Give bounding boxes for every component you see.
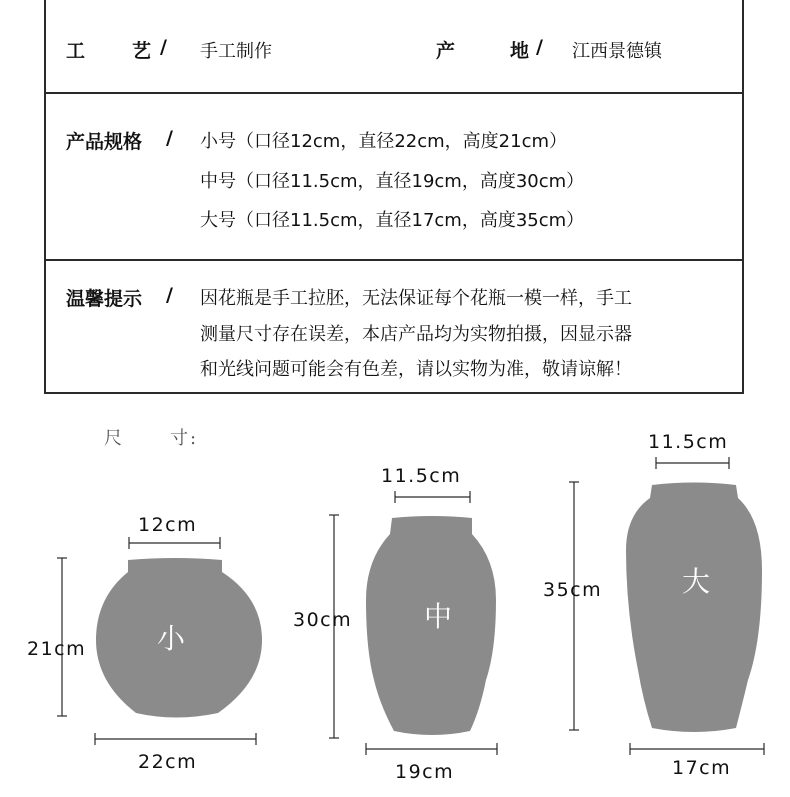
small-mouth-label: 12cm bbox=[138, 514, 198, 536]
medium-diameter-label: 19cm bbox=[395, 761, 455, 783]
medium-vase-mark: 中 bbox=[423, 600, 453, 633]
large-height-label: 35cm bbox=[543, 579, 603, 601]
notice-line-1: 因花瓶是手工拉胚，无法保证每个花瓶一模一样，手工 bbox=[200, 288, 632, 309]
origin-value: 江西景德镇 bbox=[572, 41, 662, 62]
small-height-label: 21cm bbox=[27, 638, 87, 660]
craft-label-a: 工 bbox=[66, 40, 86, 62]
large-vase-mark: 大 bbox=[681, 565, 711, 598]
origin-label-b: 地 bbox=[510, 40, 530, 62]
notice-line-2: 测量尺寸存在误差，本店产品均为实物拍摄，因显示器 bbox=[200, 324, 632, 345]
craft-separator: / bbox=[160, 36, 167, 58]
origin-label-a: 产 bbox=[436, 40, 456, 62]
notice-line-3: 和光线问题可能会有色差，请以实物为准，敬请谅解！ bbox=[200, 359, 632, 380]
medium-mouth-label: 11.5cm bbox=[381, 465, 462, 487]
sizes-title-a: 尺 bbox=[104, 428, 124, 449]
small-diameter-label: 22cm bbox=[138, 751, 198, 773]
specs-separator: / bbox=[166, 127, 173, 149]
craft-value: 手工制作 bbox=[200, 41, 272, 62]
craft-label-b: 艺 bbox=[132, 40, 152, 62]
small-vase-mark: 小 bbox=[156, 622, 186, 655]
specs-label: 产品规格 bbox=[66, 131, 143, 153]
spec-line-medium: 中号（口径11.5cm，直径19cm，高度30cm） bbox=[200, 171, 585, 192]
notice-label: 温馨提示 bbox=[66, 288, 143, 310]
medium-height-label: 30cm bbox=[293, 609, 353, 631]
spec-line-large: 大号（口径11.5cm，直径17cm，高度35cm） bbox=[200, 210, 585, 231]
sizes-title-b: 寸: bbox=[170, 428, 199, 449]
large-mouth-label: 11.5cm bbox=[648, 431, 729, 453]
notice-separator: / bbox=[166, 284, 173, 306]
origin-separator: / bbox=[536, 36, 543, 58]
spec-line-small: 小号（口径12cm，直径22cm，高度21cm） bbox=[200, 131, 568, 152]
large-vase-shape bbox=[626, 483, 762, 733]
large-diameter-label: 17cm bbox=[672, 757, 732, 779]
